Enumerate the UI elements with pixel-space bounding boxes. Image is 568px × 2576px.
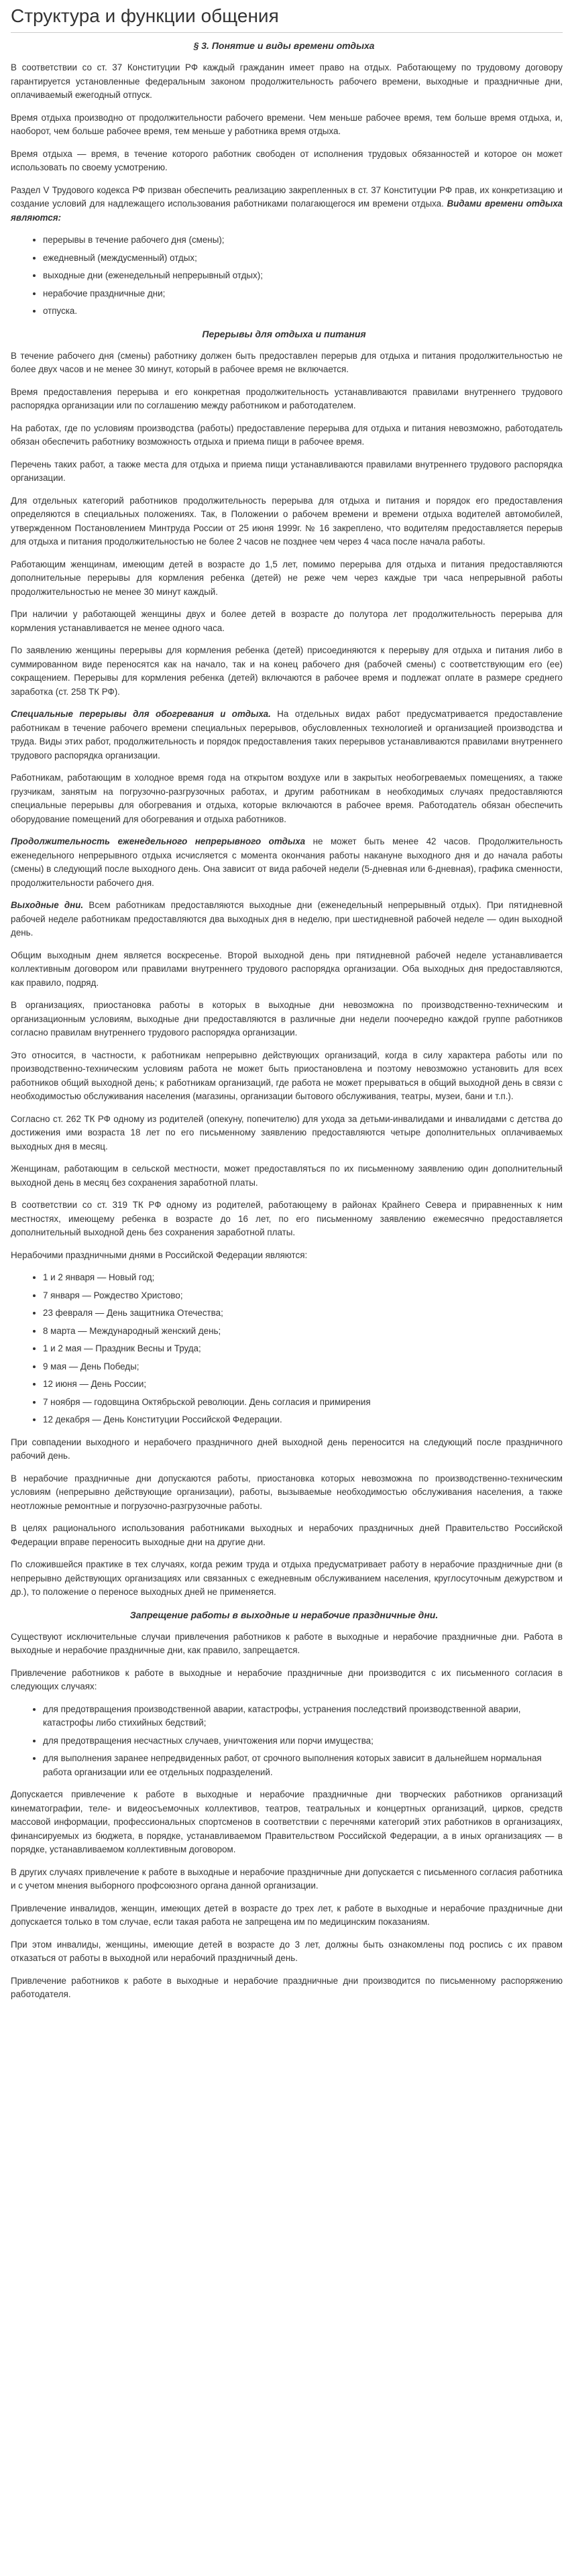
list-item: • 8 марта — Международный женский день; (43, 1325, 563, 1339)
list-item: • 12 декабря — День Конституции Российской Федерации. (43, 1413, 563, 1427)
paragraph (11, 184, 563, 225)
paragraph: При наличии у работающей женщины двух и более детей в возрасте до полутора лет продолжительность перерыва для кормления устанавливается не менее одного часа. (11, 609, 563, 633)
paragraph: Допускается привлечение к работе в выходные и нерабочие праздничные дни творческих работников организаций кинематографии, теле- и видеосъемочных коллективов, театров, театральных и концертных организаций, цирков, средств массовой информации, профессиональных спортсменов в соответствии с перечнями категорий этих работников в организациях, финансируемых из бюджета, в порядке, устанавливаемом Правительством Российской Федерации, а в иных организациях — в порядке, устанавливаемом коллективным договором. (11, 1789, 563, 1854)
paragraph-text: На отдельных видах работ предусматривается предоставление работникам в течение рабочего времени специальных перерывов, обусловленных технологией и организацией производства и труда. Виды этих работ, продолжительность и порядок предоставления таких перерывов устанавливаются правилами внутреннего трудового распорядка организации. (11, 709, 563, 761)
list-item: • для предотвращения несчастных случаев, уничтожения или порчи имущества; (43, 1734, 563, 1748)
breaks-heading: Перерывы для отдыха и питания (202, 328, 366, 339)
rest-types-lead: Видами времени отдыха являются: (11, 199, 563, 223)
paragraph: Время предоставления перерыва и его конкретная продолжительность устанавливаются правилами внутреннего трудового распорядка организации или по соглашению между работником и работодателем. (11, 386, 563, 410)
rest-types-list (11, 233, 563, 319)
paragraph-text: не может быть менее 42 часов. Продолжительность еженедельного непрерывного отдыха исчисляется с момента окончания работы накануне выходного дня и до начала работы (смены) в следующий после выходного день. Она зависит от вида рабочей недели (5-дневная или 6-дневная), графика сменности, продолжительности рабочего дня. (11, 836, 563, 888)
section-heading: § 3. Понятие и виды времени отдыха (193, 40, 375, 51)
paragraph: Согласно ст. 262 ТК РФ одному из родителей (опекуну, попечителю) для ухода за детьми-инвалидами и инвалидами с детства до достижения ими возраста 18 лет по его письменному заявлению предоставляются четыре дополнительных оплачиваемых выходных дня в месяц. (11, 1113, 563, 1152)
list-item: • перерывы в течение рабочего дня (смены); (43, 233, 563, 247)
paragraph: В организациях, приостановка работы в которых в выходные дни невозможна по производственно-техническим и организационным условиям, выходные дни предоставляются в различные дни недели поочередно каждой группе работников согласно правилам внутреннего трудового распорядка организации. (11, 1000, 563, 1038)
list-item: • 9 мая — День Победы; (43, 1360, 563, 1374)
paragraph: Общим выходным днем является воскресенье. Второй выходной день при пятидневной рабочей неделе устанавливается коллективным договором или правилами внутреннего трудового распорядка организации. Оба выходных дня предоставляются, как правило, подряд. (11, 950, 563, 988)
holidays-list (11, 1271, 563, 1427)
paragraph (11, 708, 563, 763)
list-item: • ежедневный (междусменный) отдых; (43, 251, 563, 266)
paragraph: Привлечение инвалидов, женщин, имеющих детей в возрасте до трех лет, к работе в выходные и нерабочие праздничные дни допускается только в том случае, если такая работа не запрещена им по медицинским показаниям. (11, 1903, 563, 1927)
list-item: • отпуска. (43, 304, 563, 319)
paragraph-text: Всем работникам предоставляются выходные дни (еженедельный непрерывный отдых). При пятидневной рабочей неделе работникам предоставляются два выходных дня в неделю, при шестидневной рабочей неделе — один выходной день. (11, 900, 563, 938)
paragraph (11, 835, 563, 890)
title-divider (11, 32, 563, 33)
paragraph (11, 899, 563, 940)
paragraph: В целях рационального использования работниками выходных и нерабочих праздничных дней Правительство Российской Федерации вправе переносить выходные дни на другие дни. (11, 1523, 563, 1547)
paragraph: В других случаях привлечение к работе в выходные и нерабочие праздничные дни допускается с письменного согласия работника и с учетом мнения выборного профсоюзного органа данной организации. (11, 1866, 563, 1891)
list-item: • 12 июня — День России; (43, 1378, 563, 1392)
list-item: • нерабочие праздничные дни; (43, 287, 563, 301)
paragraph: При совпадении выходного и нерабочего праздничного дней выходной день переносится на следующий после праздничного рабочий день. (11, 1437, 563, 1461)
paragraph: Для отдельных категорий работников продолжительность перерыва для отдыха и питания и порядок его предоставления определяются в специальных положениях. Так, в Положении о рабочем времени и времени отдыха водителей автомобилей, утвержденном Постановлением Минтруда России от 25 июня 1999г. № 16 закреплено, что водителям предоставляется перерыв для отдыха и питания продолжительностью не более 2 часов не позднее чем через 4 часа после начала работы. (11, 495, 563, 547)
document-page (0, 5, 568, 2002)
days-off-lead: Выходные дни. (11, 900, 84, 910)
special-breaks-lead: Специальные перерывы для обогревания и отдыха. (11, 709, 271, 719)
paragraph: Привлечение работников к работе в выходные и нерабочие праздничные дни производится с их письменного согласия в следующих случаях: (11, 1667, 563, 1691)
list-item: • 7 января — Рождество Христово; (43, 1289, 563, 1303)
paragraph: Женщинам, работающим в сельской местности, может предоставляться по их письменному заявлению один дополнительный выходной день в месяц без сохранения заработной платы. (11, 1164, 563, 1188)
paragraph: Работающим женщинам, имеющим детей в возрасте до 1,5 лет, помимо перерыва для отдыха и питания предоставляются дополнительные перерывы для кормления ребенка (детей) не реже чем через каждые три часа непрерывной работы продолжительностью не менее 30 минут каждый. (11, 559, 563, 597)
ban-heading: Запрещение работы в выходные и нерабочие праздничные дни. (129, 1609, 439, 1620)
paragraph: На работах, где по условиям производства (работы) предоставление перерыва для отдыха и питания невозможно, работодатель обязан обеспечить работнику возможность отдыха и приема пищи в рабочее время. (11, 423, 563, 447)
list-item: • для предотвращения производственной аварии, катастрофы, устранения последствий производственной аварии, катастрофы либо стихийных бедствий; (43, 1703, 563, 1730)
paragraph: В нерабочие праздничные дни допускаются работы, приостановка которых невозможна по производственно-техническим условиям (непрерывно действующие организации), работы, вызываемые необходимостью обслуживания населения, а также неотложные ремонтные и погрузочно-разгрузочные работы. (11, 1473, 563, 1511)
list-item: • выходные дни (еженедельный непрерывный отдых); (43, 269, 563, 283)
paragraph: При этом инвалиды, женщины, имеющие детей в возрасте до 3 лет, должны быть ознакомлены под роспись с их правом отказаться от работы в выходной или нерабочий праздничный день. (11, 1939, 563, 1963)
list-item: • 1 и 2 января — Новый год; (43, 1271, 563, 1285)
weekly-rest-lead: Продолжительность еженедельного непрерывного отдыха (11, 836, 306, 846)
paragraph: Работникам, работающим в холодное время года на открытом воздухе или в закрытых необогреваемых помещениях, а также грузчикам, занятым на погрузочно-разгрузочных работах, и другим работникам в необходимых случаях предоставляются специальные перерывы для обогревания и отдыха, которые включаются в рабочее время. Работодатель обязан обеспечить оборудование помещений для обогревания и отдыха работников. (11, 773, 563, 824)
paragraph: В соответствии со ст. 37 Конституции РФ каждый гражданин имеет право на отдых. Работающему по трудовому договору гарантируется установленные федеральным законом продолжительность рабочего времени, выходные и праздничные дни, оплачиваемый ежегодный отпуск. (11, 62, 563, 100)
ban-cases-list (11, 1703, 563, 1780)
paragraph: Время отдыха производно от продолжительности рабочего времени. Чем меньше рабочее время, тем больше время отдыха, и, наоборот, чем больше рабочее время, тем меньше у работника время отдыха. (11, 112, 563, 136)
paragraph: Время отдыха — время, в течение которого работник свободен от исполнения трудовых обязанностей и которое он может использовать по своему усмотрению. (11, 148, 563, 172)
paragraph: По сложившейся практике в тех случаях, когда режим труда и отдыха предусматривает работу в нерабочие праздничные дни (в непрерывно действующих организациях или связанных с ежедневным обслуживанием населения, круглосуточным дежурством и др.), то положение о переносе выходных дней не применяется. (11, 1559, 563, 1597)
page-title: Структура и функции общения (11, 5, 279, 26)
list-item: • для выполнения заранее непредвиденных работ, от срочного выполнения которых зависит в дальнейшем нормальная работа организации или ее отдельных подразделений. (43, 1752, 563, 1779)
paragraph-text: Раздел V Трудового кодекса РФ призван обеспечить реализацию закрепленных в ст. 37 Конституции РФ прав, их конкретизацию и создание условий для надлежащего использования работниками полагающегося им времени отдыха. (11, 184, 563, 209)
paragraph: Это относится, в частности, к работникам непрерывно действующих организаций, когда в силу характера работы или по производственно-техническим условиям работа не может быть приостановлена и поэтому невозможно установить для всех работников общий выходной день; к работникам организаций, где работа не может прерываться в общий выходной день в связи с необходимостью обслуживания населения (магазины, организации бытового обслуживания, театры, музеи, бани и т.п.). (11, 1050, 563, 1101)
paragraph: По заявлению женщины перерывы для кормления ребенка (детей) присоединяются к перерыву для отдыха и питания либо в суммированном виде переносятся как на начало, так и на конец рабочего дня (рабочей смены) с соответствующим его (ее) сокращением. Перерывы для кормления ребенка (детей) включаются в рабочее время и подлежат оплате в размере среднего заработка (ст. 258 ТК РФ). (11, 645, 563, 697)
list-item: • 1 и 2 мая — Праздник Весны и Труда; (43, 1342, 563, 1356)
paragraph: Существуют исключительные случаи привлечения работников к работе в выходные и нерабочие праздничные дни. Работа в выходные и нерабочие праздничные дни, как правило, запрещается. (11, 1631, 563, 1655)
list-item: • 23 февраля — День защитника Отечества; (43, 1306, 563, 1321)
paragraph: Нерабочими праздничными днями в Российской Федерации являются: (11, 1249, 308, 1260)
list-item: • 7 ноября — годовщина Октябрьской революции. День согласия и примирения (43, 1396, 563, 1410)
paragraph: В течение рабочего дня (смены) работнику должен быть предоставлен перерыв для отдыха и питания продолжительностью не более двух часов и не менее 30 минут, который в рабочее время не включается. (11, 350, 563, 374)
paragraph: В соответствии со ст. 319 ТК РФ одному из родителей, работающему в районах Крайнего Севера и приравненных к ним местностях, имеющему ребенка в возрасте до 16 лет, по его письменному заявлению ежемесячно предоставляется дополнительный выходной день без сохранения заработной платы. (11, 1200, 563, 1237)
paragraph: Привлечение работников к работе в выходные и нерабочие праздничные дни производится по письменному распоряжению работодателя. (11, 1975, 563, 1999)
paragraph: Перечень таких работ, а также места для отдыха и приема пищи устанавливаются правилами внутреннего трудового распорядка организации. (11, 459, 563, 483)
